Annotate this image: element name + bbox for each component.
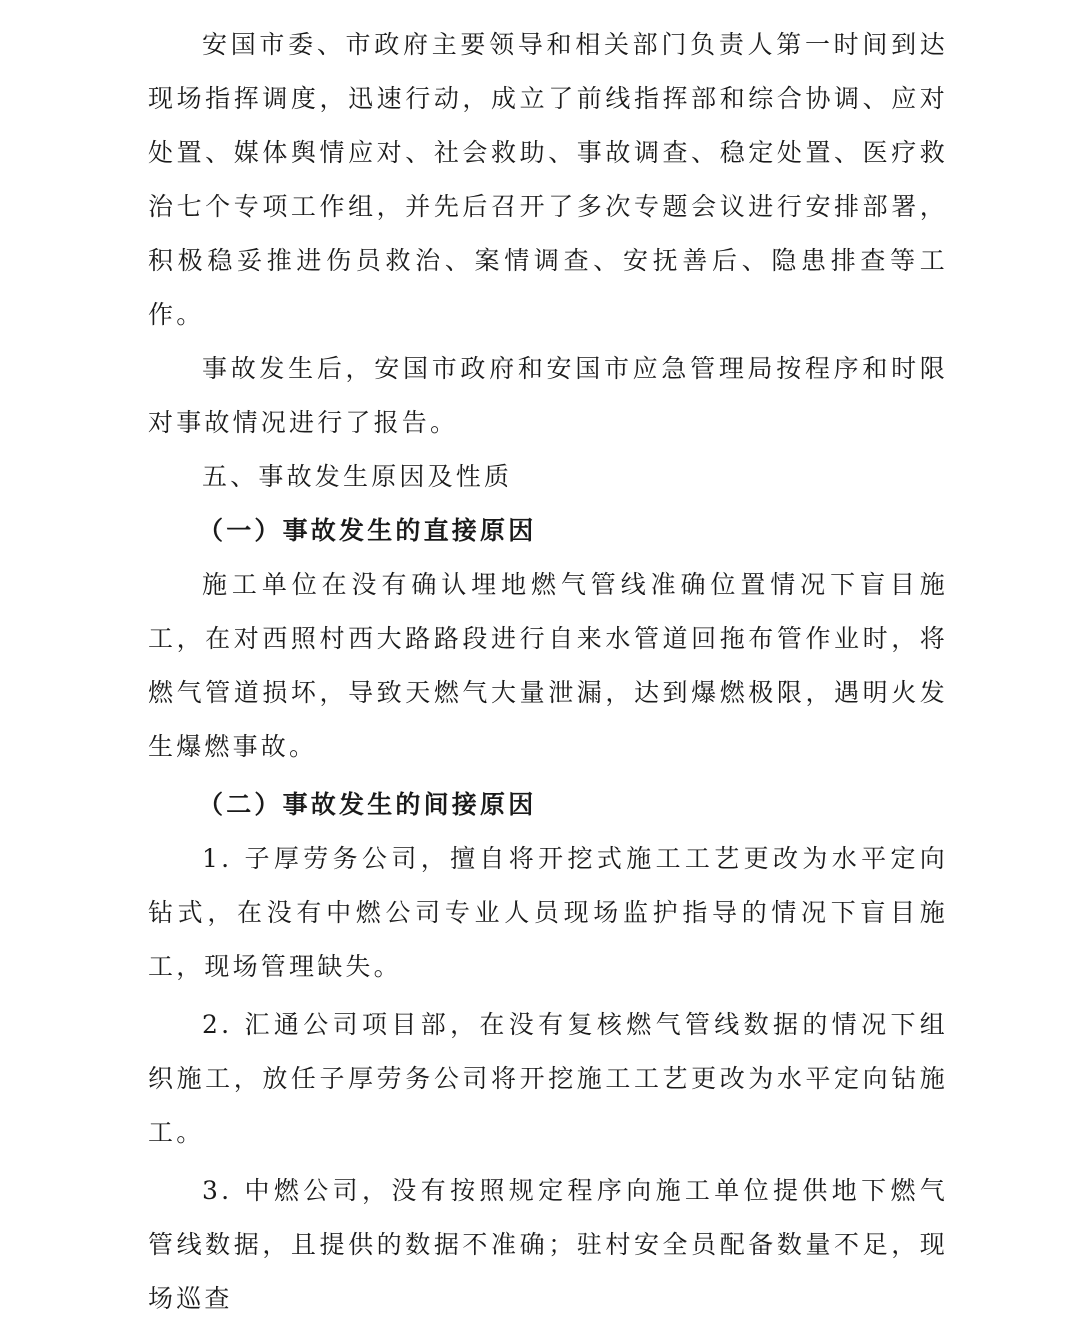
paragraph-emergency-response: 安国市委、市政府主要领导和相关部门负责人第一时间到达现场指挥调度，迅速行动，成立了前线指挥部和综合协调、应对处置、媒体舆情应对、社会救助、事故调查、稳定处置、医疗救治七个专项工作组，并先后召开了多次专题会议进行安排部署，积极稳妥推进伤员救治、案情调查、安抚善后、隐患排查等工作。	[148, 30, 948, 329]
list-item-zihou-company: 1. 子厚劳务公司，擅自将开挖式施工工艺更改为水平定向钻式，在没有中燃公司专业人员现场监护指导的情况下盲目施工，现场管理缺失。	[148, 844, 948, 981]
subsection-title-indirect-cause: （二）事故发生的间接原因	[198, 790, 537, 819]
list-item-zhongran-company: 3. 中燃公司，没有按照规定程序向施工单位提供地下燃气管线数据，且提供的数据不准确；驻村安全员配备数量不足，现场巡查	[148, 1176, 948, 1313]
section-title-causes: 五、事故发生原因及性质	[202, 462, 513, 491]
paragraph-direct-cause: 施工单位在没有确认埋地燃气管线准确位置情况下盲目施工，在对西照村西大路路段进行自来水管道回拖布管作业时，将燃气管道损坏，导致天燃气大量泄漏，达到爆燃极限，遇明火发生爆燃事故。	[148, 570, 948, 761]
document-page	[148, 18, 948, 1326]
list-item-huitong-company: 2. 汇通公司项目部，在没有复核燃气管线数据的情况下组织施工，放任子厚劳务公司将开挖施工工艺更改为水平定向钻施工。	[148, 1010, 948, 1147]
subsection-title-direct-cause: （一）事故发生的直接原因	[198, 516, 537, 545]
paragraph-reporting: 事故发生后，安国市政府和安国市应急管理局按程序和时限对事故情况进行了报告。	[148, 354, 948, 437]
